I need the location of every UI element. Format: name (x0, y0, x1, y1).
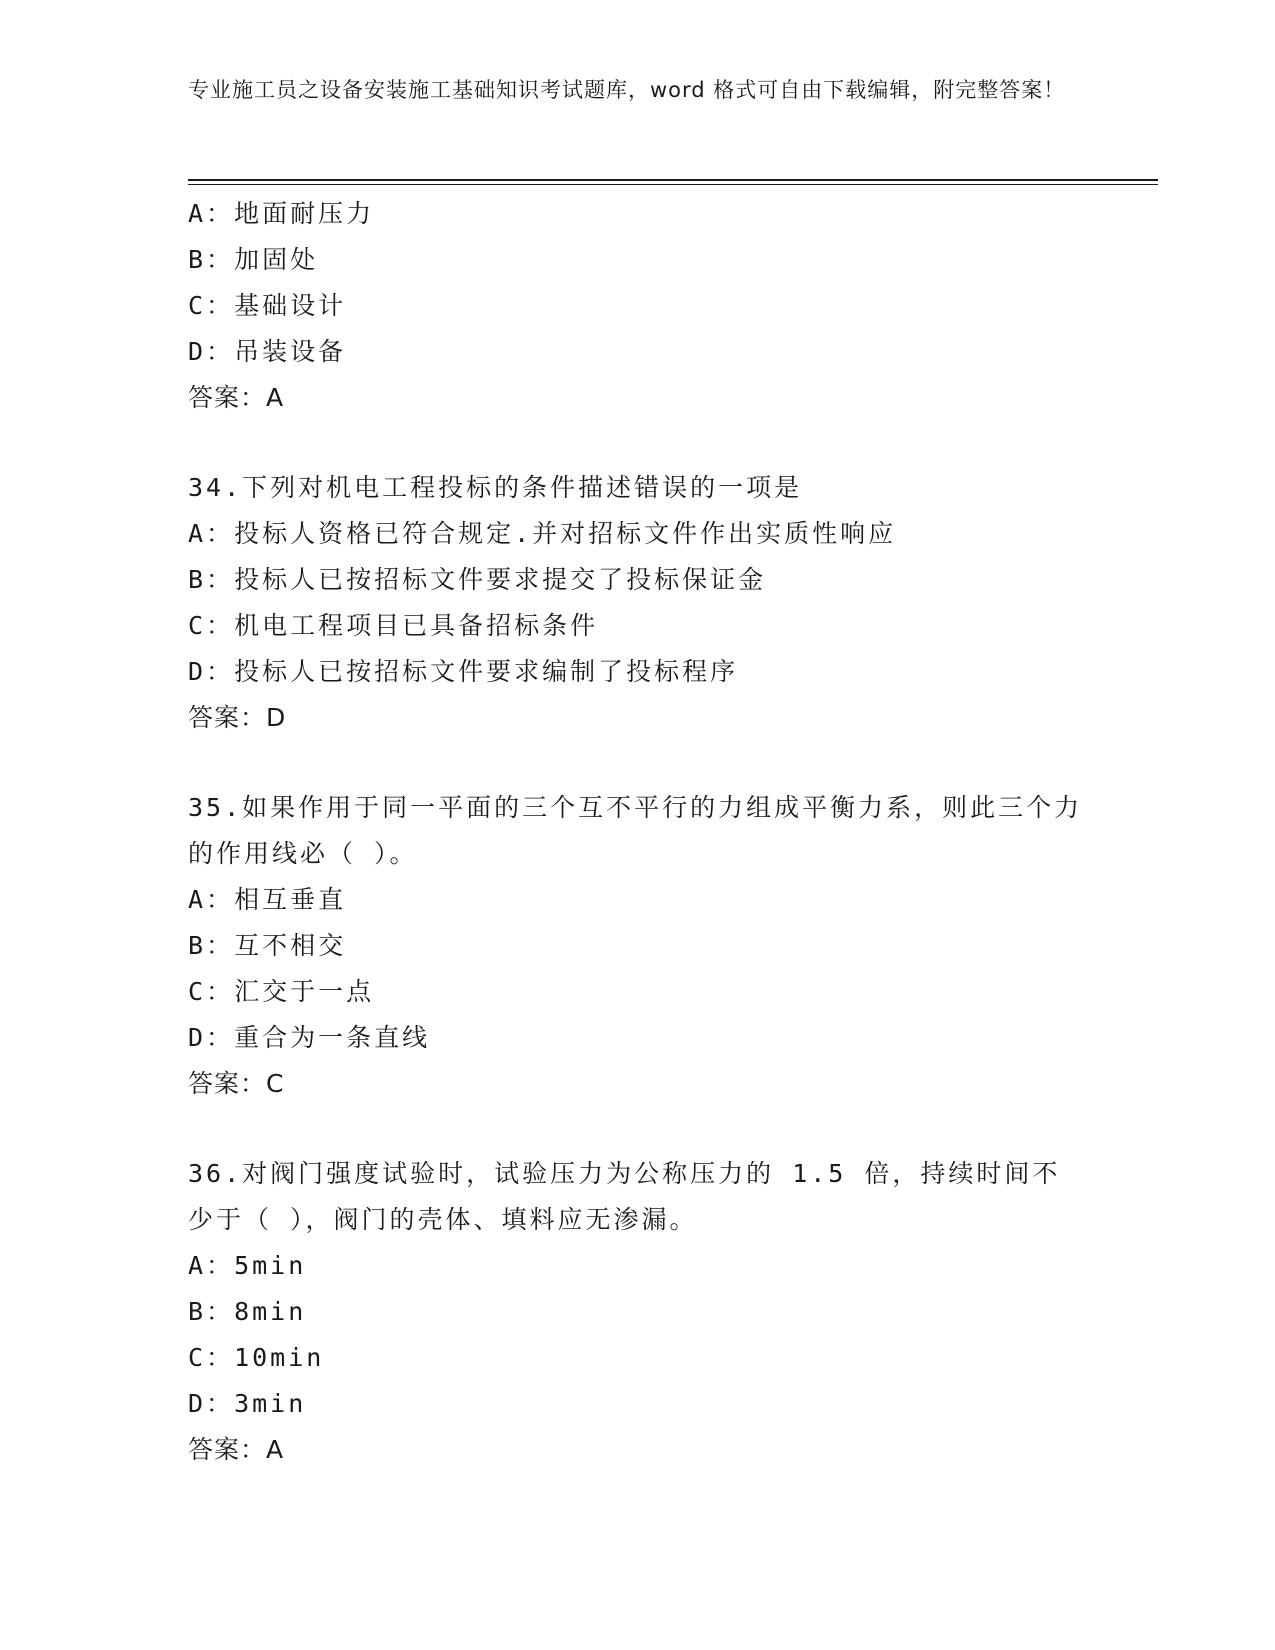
option-label: A： (188, 1251, 235, 1280)
option-label: A： (188, 885, 235, 914)
option-a (188, 877, 1088, 923)
option-d (188, 1381, 1088, 1427)
option-label: A： (188, 519, 235, 548)
question-stem: 35.如果作用于同一平面的三个互不平行的力组成平衡力系，则此三个力的作用线必（ ）。 (188, 793, 1083, 868)
option-label: B： (188, 931, 235, 960)
option-c (188, 283, 1088, 329)
option-label: D： (188, 337, 235, 366)
option-b (188, 923, 1088, 969)
option-text: 汇交于一点 (234, 977, 375, 1006)
option-text: 投标人资格已符合规定.并对招标文件作出实质性响应 (234, 519, 897, 548)
option-d (188, 1015, 1088, 1061)
option-label: C： (188, 977, 235, 1006)
option-text: 8min (234, 1297, 307, 1326)
option-text: 地面耐压力 (234, 199, 375, 228)
option-a (188, 1243, 1088, 1289)
document-header: 专业施工员之设备安装施工基础知识考试题库，word 格式可自由下载编辑，附完整答案！ (188, 78, 1066, 102)
option-label: A： (188, 199, 235, 228)
question-list (188, 191, 1088, 1473)
option-label: B： (188, 245, 235, 274)
option-a (188, 191, 1088, 237)
spacer (188, 741, 1088, 785)
option-text: 互不相交 (234, 931, 347, 960)
option-label: D： (188, 1389, 235, 1418)
option-d (188, 329, 1088, 375)
option-c (188, 603, 1088, 649)
spacer (188, 1107, 1088, 1151)
answer-line: 答案：D (188, 703, 287, 732)
option-label: D： (188, 657, 235, 686)
header-rule-thin (188, 184, 1158, 185)
option-label: C： (188, 1343, 235, 1372)
option-label: B： (188, 565, 235, 594)
option-text: 基础设计 (234, 291, 347, 320)
option-b (188, 557, 1088, 603)
question-stem: 34.下列对机电工程投标的条件描述错误的一项是 (188, 473, 803, 502)
option-label: B： (188, 1297, 235, 1326)
option-text: 机电工程项目已具备招标条件 (234, 611, 599, 640)
option-text: 投标人已按招标文件要求编制了投标程序 (234, 657, 739, 686)
question-block (188, 785, 1088, 1107)
option-text: 投标人已按招标文件要求提交了投标保证金 (234, 565, 767, 594)
option-text: 3min (234, 1389, 307, 1418)
question-block (188, 191, 1088, 421)
option-text: 重合为一条直线 (234, 1023, 431, 1052)
option-text: 相互垂直 (234, 885, 347, 914)
option-d (188, 649, 1088, 695)
question-block (188, 1151, 1088, 1473)
option-label: C： (188, 291, 235, 320)
spacer (188, 421, 1088, 465)
option-text: 吊装设备 (234, 337, 347, 366)
option-b (188, 237, 1088, 283)
option-b (188, 1289, 1088, 1335)
option-a (188, 511, 1088, 557)
option-label: C： (188, 611, 235, 640)
answer-line: 答案：A (188, 1435, 285, 1464)
option-c (188, 1335, 1088, 1381)
option-text: 10min (234, 1343, 325, 1372)
option-text: 加固处 (234, 245, 319, 274)
option-text: 5min (234, 1251, 307, 1280)
question-stem: 36.对阀门强度试验时，试验压力为公称压力的 1.5 倍，持续时间不少于（ ），阀门的壳体、填料应无渗漏。 (188, 1159, 1061, 1234)
header-rule-thick (188, 179, 1158, 181)
answer-line: 答案：C (188, 1069, 285, 1098)
question-block (188, 465, 1088, 741)
option-label: D： (188, 1023, 235, 1052)
option-c (188, 969, 1088, 1015)
answer-line: 答案：A (188, 383, 285, 412)
